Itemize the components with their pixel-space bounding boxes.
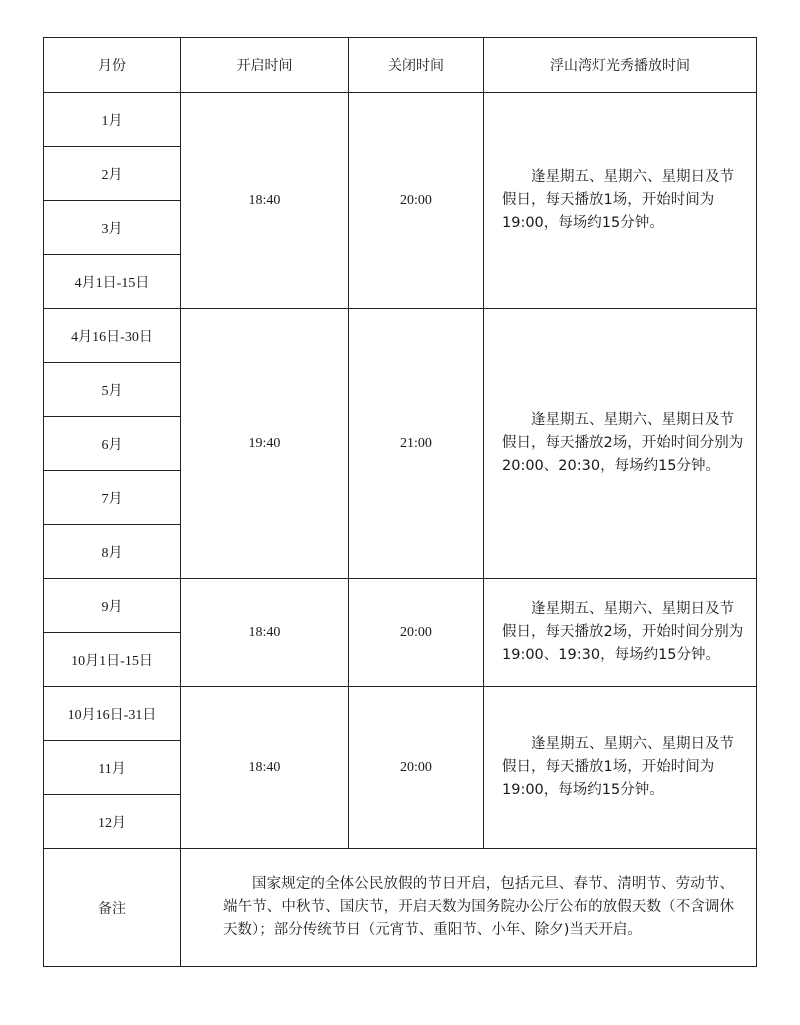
month-cell: 9月 <box>44 579 181 633</box>
header-month: 月份 <box>44 38 181 93</box>
show-time-text: 逢星期五、星期六、星期日及节假日，每天播放2场，开始时间分别为20:00、20:30，每场约15分钟。 <box>502 412 744 474</box>
month-cell: 4月1日-15日 <box>44 255 181 309</box>
month-cell: 4月16日-30日 <box>44 309 181 363</box>
month-cell: 7月 <box>44 471 181 525</box>
table-row <box>44 309 757 363</box>
table-row <box>44 687 757 741</box>
show-time-text: 逢星期五、星期六、星期日及节假日，每天播放1场，开始时间为19:00，每场约15分钟。 <box>502 736 734 798</box>
note-text: 国家规定的全体公民放假的节日开启，包括元旦、春节、清明节、劳动节、端午节、中秋节、国庆节，开启天数为国务院办公厅公布的放假天数（不含调休天数）；部分传统节日（元宵节、重阳节、小年、除夕)当天开启。 <box>223 876 734 938</box>
schedule-body <box>44 38 757 967</box>
month-cell: 10月1日-15日 <box>44 633 181 687</box>
show-time-text: 逢星期五、星期六、星期日及节假日，每天播放1场，开始时间为19:00，每场约15分钟。 <box>502 169 734 231</box>
show-time-cell <box>484 309 757 579</box>
month-cell: 2月 <box>44 147 181 201</box>
show-time-cell <box>484 93 757 309</box>
table-row <box>44 579 757 633</box>
month-cell: 8月 <box>44 525 181 579</box>
month-cell: 6月 <box>44 417 181 471</box>
note-cell <box>181 849 757 967</box>
month-cell: 3月 <box>44 201 181 255</box>
show-time-cell <box>484 687 757 849</box>
header-show-time: 浮山湾灯光秀播放时间 <box>484 38 757 93</box>
note-label: 备注 <box>44 849 181 967</box>
show-time-text: 逢星期五、星期六、星期日及节假日，每天播放2场，开始时间分别为19:00、19:30，每场约15分钟。 <box>502 601 744 663</box>
close-time-cell: 20:00 <box>349 579 484 687</box>
open-time-cell: 18:40 <box>181 579 349 687</box>
header-open-time: 开启时间 <box>181 38 349 93</box>
header-close-time: 关闭时间 <box>349 38 484 93</box>
close-time-cell: 20:00 <box>349 93 484 309</box>
note-row <box>44 849 757 967</box>
schedule-table <box>43 37 757 967</box>
open-time-cell: 18:40 <box>181 93 349 309</box>
header-row <box>44 38 757 93</box>
month-cell: 11月 <box>44 741 181 795</box>
open-time-cell: 18:40 <box>181 687 349 849</box>
month-cell: 5月 <box>44 363 181 417</box>
open-time-cell: 19:40 <box>181 309 349 579</box>
table-row <box>44 93 757 147</box>
month-cell: 10月16日-31日 <box>44 687 181 741</box>
close-time-cell: 20:00 <box>349 687 484 849</box>
close-time-cell: 21:00 <box>349 309 484 579</box>
show-time-cell <box>484 579 757 687</box>
month-cell: 1月 <box>44 93 181 147</box>
month-cell: 12月 <box>44 795 181 849</box>
